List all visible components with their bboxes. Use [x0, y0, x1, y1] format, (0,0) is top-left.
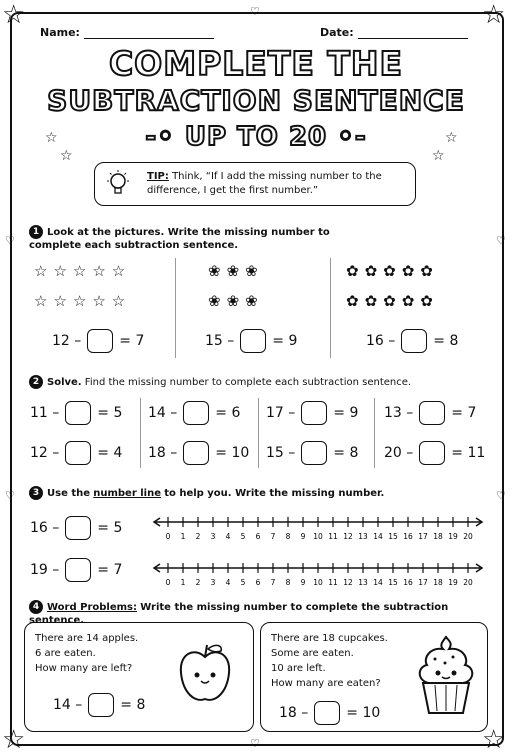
cupcake-icon: [413, 633, 479, 717]
tick-label: 2: [195, 578, 201, 587]
equation: 15 – = 8: [266, 441, 358, 465]
tick-label: 10: [313, 532, 323, 541]
answer-box[interactable]: [65, 516, 91, 540]
name-line[interactable]: [84, 28, 214, 39]
star-icon: ☆: [45, 130, 58, 146]
heart-icon: ♡: [5, 489, 15, 502]
tick-label: 6: [255, 532, 261, 541]
answer-box[interactable]: [183, 401, 209, 425]
star-picture-row: ☆☆☆☆☆: [34, 262, 132, 280]
star-icon: ☆: [445, 130, 458, 146]
equation: 13 – = 7: [384, 401, 476, 425]
tick-label: 20: [463, 532, 473, 541]
tick-label: 8: [285, 578, 291, 587]
tick-label: 4: [225, 532, 231, 541]
answer-box[interactable]: [314, 701, 340, 725]
apple-icon: [175, 641, 235, 707]
tick-label: 14: [373, 532, 383, 541]
equation: 19 – = 7: [30, 558, 122, 582]
section-1-instruction: 1 Look at the pictures. Write the missing number to complete each subtraction sentence.: [29, 227, 330, 251]
answer-box[interactable]: [65, 401, 91, 425]
lightbulb-icon: [103, 169, 133, 199]
date-line[interactable]: [358, 28, 468, 39]
tick-label: 11: [328, 532, 338, 541]
equation: 14 – = 6: [148, 401, 240, 425]
tick-label: 17: [418, 578, 428, 587]
answer-box[interactable]: [88, 693, 114, 717]
tick-label: 12: [343, 578, 353, 587]
tick-label: 6: [255, 578, 261, 587]
number-line: [150, 512, 486, 544]
tick-label: 7: [270, 578, 276, 587]
name-field[interactable]: Name:: [40, 26, 214, 39]
corner-star-icon: ☆: [2, 725, 26, 755]
heart-icon: ♡: [496, 234, 506, 247]
heart-icon: ♡: [250, 737, 260, 750]
tip-text: Think, “If I add the missing number to the difference, I get the first number.”: [147, 171, 382, 196]
tick-label: 11: [328, 578, 338, 587]
equation: 17 – = 9: [266, 401, 358, 425]
tick-label: 16: [403, 578, 413, 587]
answer-box[interactable]: [87, 329, 113, 353]
tip-box: [94, 162, 416, 206]
tick-label: 3: [210, 532, 216, 541]
tick-label: 19: [448, 532, 458, 541]
tick-label: 9: [300, 532, 306, 541]
date-field[interactable]: Date:: [320, 26, 468, 39]
tick-label: 16: [403, 532, 413, 541]
tick-label: 10: [313, 578, 323, 587]
number-line: [150, 558, 486, 590]
number-line-link: number line: [93, 488, 161, 499]
tick-label: 14: [373, 578, 383, 587]
answer-box[interactable]: [183, 441, 209, 465]
answer-box[interactable]: [419, 441, 445, 465]
flower-picture-row: ✿✿✿✿✿: [346, 262, 439, 280]
flower-picture-row: ✿✿✿✿✿: [346, 292, 439, 310]
title-line-1: COMPLETE THE: [108, 44, 404, 83]
tick-label: 1: [180, 578, 186, 587]
tick-label: 19: [448, 578, 458, 587]
answer-box[interactable]: [401, 329, 427, 353]
tick-label: 18: [433, 578, 443, 587]
butterfly-picture-row: ❀❀❀: [208, 292, 264, 310]
tick-label: 7: [270, 532, 276, 541]
tick-label: 12: [343, 532, 353, 541]
section-4-instruction: 4 Word Problems: Write the missing number to complete the subtraction sentence.: [29, 602, 449, 626]
section-3-instruction: 3 Use the number line to help you. Write the missing number.: [29, 486, 489, 500]
tick-label: 1: [180, 532, 186, 541]
tick-label: 9: [300, 578, 306, 587]
tick-label: 4: [225, 578, 231, 587]
equation: 20 – = 11: [384, 441, 485, 465]
equation: 11 – = 5: [30, 401, 122, 425]
tick-label: 18: [433, 532, 443, 541]
answer-box[interactable]: [301, 401, 327, 425]
butterfly-picture-row: ❀❀❀: [208, 262, 264, 280]
heart-icon: ♡: [5, 234, 15, 247]
equation: 15 – = 9: [205, 329, 297, 353]
tick-label: 2: [195, 532, 201, 541]
tick-label: 17: [418, 532, 428, 541]
answer-box[interactable]: [240, 329, 266, 353]
word-problem-card: There are 18 cupcakes. Some are eaten. 10 are left. How many are eaten? 18 – = 10: [260, 622, 488, 732]
heart-icon: ♡: [496, 489, 506, 502]
tick-label: 15: [388, 532, 398, 541]
tick-label: 0: [165, 578, 171, 587]
equation: 18 – = 10: [148, 441, 249, 465]
equation: 12 – = 4: [30, 441, 122, 465]
equation: 16 – = 5: [30, 516, 122, 540]
title-line-2: SUBTRACTION SENTENCE: [47, 84, 465, 117]
corner-star-icon: ☆: [482, 725, 506, 755]
corner-star-icon: ☆: [2, 0, 26, 30]
title-line-3: -◦ UP TO 20 ◦-: [145, 122, 367, 152]
answer-box[interactable]: [301, 441, 327, 465]
answer-box[interactable]: [419, 401, 445, 425]
equation: 14 – = 8: [53, 693, 145, 717]
equation: 12 – = 7: [52, 329, 144, 353]
tick-label: 15: [388, 578, 398, 587]
answer-box[interactable]: [65, 558, 91, 582]
word-problem-card: There are 14 apples. 6 are eaten. How many are left? 14 – = 8: [24, 622, 254, 732]
tick-label: 5: [240, 578, 246, 587]
tick-label: 5: [240, 532, 246, 541]
tick-label: 3: [210, 578, 216, 587]
tick-label: 13: [358, 578, 368, 587]
tick-label: 20: [463, 578, 473, 587]
star-icon: ☆: [60, 148, 73, 164]
section-2-instruction: 2 Solve. Find the missing number to complete each subtraction sentence.: [29, 375, 489, 389]
star-picture-row: ☆☆☆☆☆: [34, 292, 132, 310]
heart-icon: ♡: [250, 5, 260, 18]
corner-star-icon: ☆: [482, 0, 506, 30]
tick-label: 13: [358, 532, 368, 541]
answer-box[interactable]: [65, 441, 91, 465]
equation: 16 – = 8: [366, 329, 458, 353]
tick-label: 0: [165, 532, 171, 541]
star-icon: ☆: [432, 148, 445, 164]
tick-label: 8: [285, 532, 291, 541]
equation: 18 – = 10: [279, 701, 380, 725]
tip-label: TIP:: [147, 171, 169, 182]
